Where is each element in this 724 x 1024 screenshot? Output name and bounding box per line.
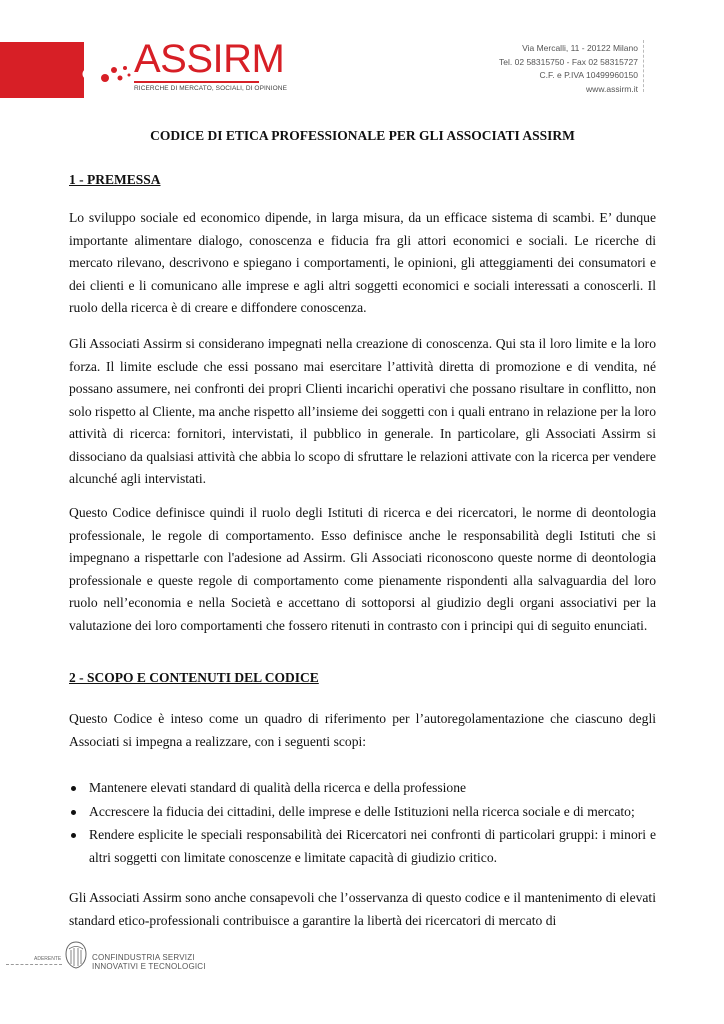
logo-rule [134,81,259,83]
contact-address: Via Mercalli, 11 - 20122 Milano [522,43,638,53]
contact-block [499,42,638,96]
list-item-text: Accrescere la fiducia dei cittadini, delle imprese e delle Istituzioni nella ricerca sociale e di mercato; [89,803,635,819]
list-item-text: Rendere esplicite le speciali responsabilità dei Ricercatori nei confronti di particolari gruppi: i minori e altri soggetti con limitate conoscenze e limitate capacità di giudizio critico. [89,827,656,865]
bullet-icon [71,786,76,791]
logo-tagline: RICERCHE DI MERCATO, SOCIALI, DI OPINIONE [134,85,288,92]
footer-divider [6,964,62,965]
contact-vat: C.F. e P.IVA 10499960150 [539,70,638,81]
logo-red-band [0,42,84,98]
confindustria-label [92,954,206,971]
confindustria-line1: CONFINDUSTRIA SERVIZI [92,953,195,962]
letterhead [0,0,724,110]
confindustria-emblem-icon [63,940,89,970]
document-title: CODICE DI ETICA PROFESSIONALE PER GLI ASSOCIATI ASSIRM [150,128,575,143]
contact-website[interactable]: www.assirm.it [586,83,638,94]
logo-dots-icon [78,48,132,88]
list-item [69,801,656,824]
section-heading-scopo: 2 - SCOPO E CONTENUTI DEL CODICE [69,670,319,685]
section-heading-premessa: 1 - PREMESSA [69,172,161,187]
paragraph: Gli Associati Assirm si considerano impegnati nella creazione di conoscenza. Qui sta il loro limite e la loro forza. Il limite esclude che essi possano mai esercitare l’attività diretta di promozione e di vendita, né possano assumere, nei confronti dei propri Clienti incarichi operativi che possano risultare in conflitto, non solo rispetto al Cliente, ma anche rispetto all’insieme dei soggetti con i quali entrano in relazione per la loro attività di ricerca: fornitori, intervistati, il pubblico in generale. In particolare, gli Associati Assirm si dissociano da qualsiasi attività che abbia lo scopo di sfruttare le relazioni attivate con la ricerca per vendere alcunché agli intervistati. [69,336,656,486]
page-footer [0,938,724,978]
paragraph: Lo sviluppo sociale ed economico dipende, in larga misura, da un efficace sistema di scambi. E’ dunque importante alimentare dialogo, conoscenza e fiducia fra gli attori economici e sociali. Le ricerche di mercato rilevano, descrivono e spiegano i comportamenti, le opinioni, gli atteggiamenti dei consumatori e dei clienti e li comunicano alle imprese e agli altri soggetti economici e sociali interessati a conoscerli. Il ruolo della ricerca è di creare e diffondere conoscenza. [69,210,656,315]
footer-aderente-label: ADERENTE [34,956,62,962]
contact-phone-fax: Tel. 02 58315750 - Fax 02 58315727 [499,56,638,67]
contact-divider [643,40,645,92]
paragraph: Questo Codice definisce quindi il ruolo degli Istituti di ricerca e dei ricercatori, le norme di deontologia professionale, le regole di comportamento. Esso definisce anche le responsabilità degli Istituti che si impegnano a rispettarle con l'adesione ad Assirm. Gli Associati riconoscono queste norme di deontologia professionale e queste regole di comportamento come pienamente rispondenti alla salvaguardia del loro ruolo nell’economia e nella Società e accettano di sottoporsi al giudizio degli organi associativi per la valutazione dei loro comportamenti che fossero ritenuti in contrasto con i principi qui di seguito enunciati. [69,505,656,633]
bullet-icon [71,833,76,838]
confindustria-line2: INNOVATIVI E TECNOLOGICI [92,961,206,971]
list-item-text: Mantenere elevati standard di qualità della ricerca e della professione [89,780,467,795]
list-item [69,777,656,800]
logo-wordmark: ASSIRM [134,37,285,81]
bullet-list [69,777,656,870]
paragraph: Gli Associati Assirm sono anche consapevoli che l’osservanza di questo codice e il mantenimento di elevati standard etico-professionali contribuisce a garantire la libertà dei ricercatori di mercato di [69,890,656,928]
bullet-icon [71,810,76,815]
list-item [69,824,656,869]
paragraph: Questo Codice è inteso come un quadro di riferimento per l’autoregolamentazione che ciascuno degli Associati si impegna a realizzare, con i seguenti scopi: [69,711,656,749]
